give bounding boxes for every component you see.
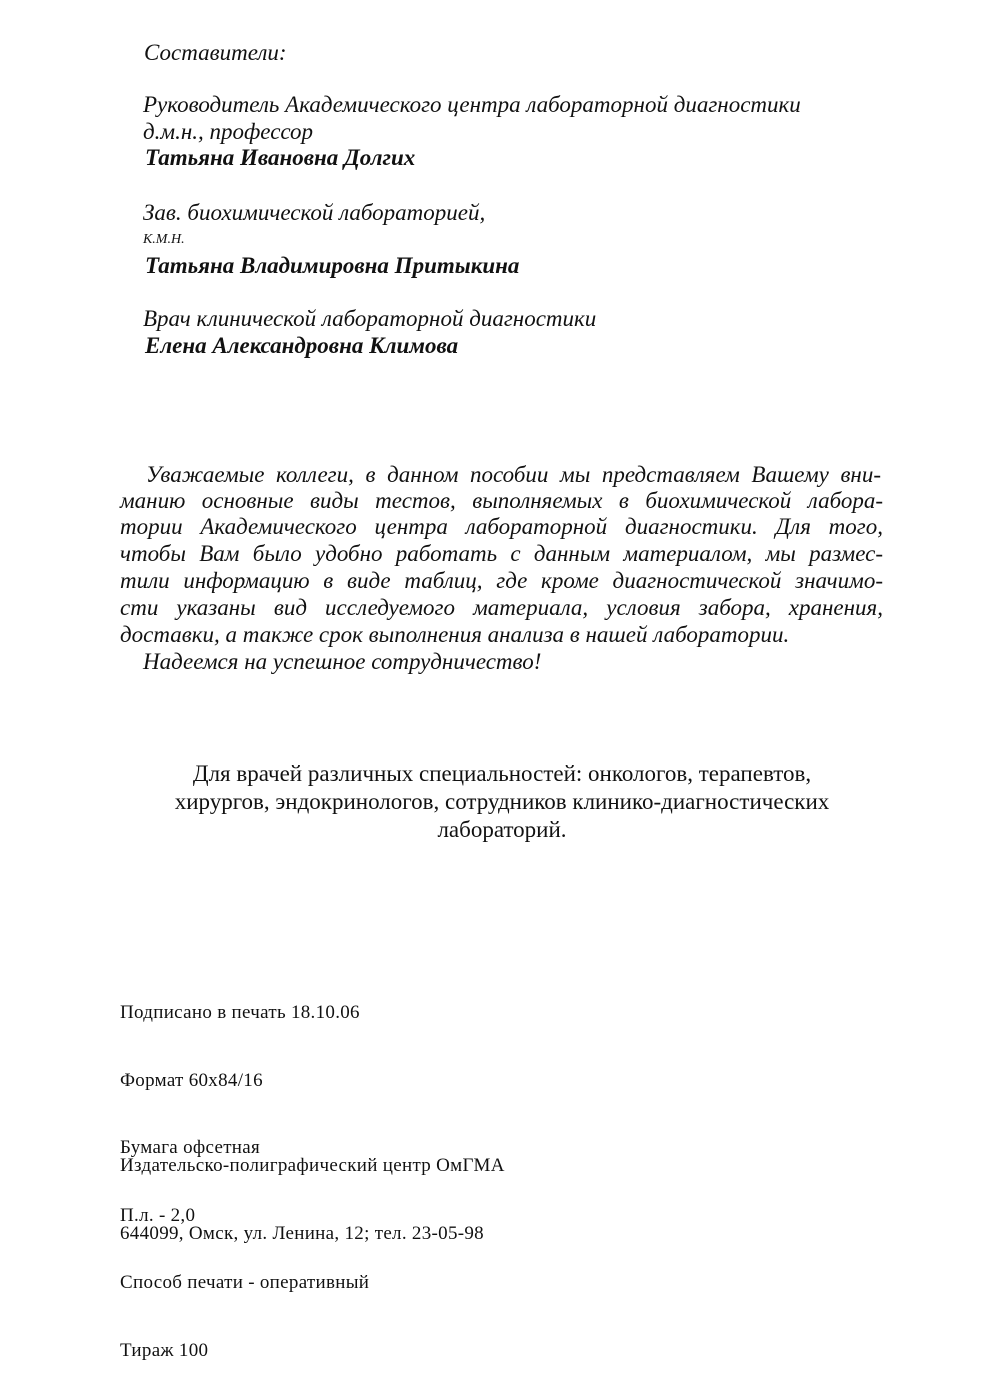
intro-line: тории Академического центра лабораторной диагностики. Для того, — [120, 514, 883, 539]
imprint-format: Формат 60х84/16 — [120, 1069, 263, 1091]
imprint-method: Способ печати - оперативный — [120, 1272, 370, 1293]
audience-line: лабораторий. — [437, 817, 567, 842]
publisher-address: 644099, Омск, ул. Ленина, 12; тел. 23-05-98 — [120, 1222, 484, 1244]
imprint-sheets: П.л. - 2,0 — [120, 1204, 196, 1226]
compiler-3-role: Врач клинической лабораторной диагностики — [143, 306, 597, 331]
compilers-heading: Составители: — [144, 40, 287, 65]
compiler-1-name: Татьяна Ивановна Долгих — [145, 145, 416, 170]
intro-line: сти указаны вид исследуемого материала, условия забора, хранения, — [120, 595, 883, 620]
intro-line: манию основные виды тестов, выполняемых в биохимической лабора- — [120, 488, 883, 513]
publisher-block — [120, 1110, 505, 1268]
intro-line: доставки, а также срок выполнения анализа в нашей лаборатории. — [120, 622, 790, 647]
compiler-2-role: Зав. биохимической лабораторией, — [143, 200, 486, 225]
audience-line: Для врачей различных специальностей: онкологов, терапевтов, — [192, 761, 812, 786]
imprint-paper: Бумага офсетная — [120, 1137, 261, 1158]
intro-line: чтобы Вам было удобно работать с данным материалом, мы размес- — [120, 541, 883, 566]
intro-line: тили информацию в виде таблиц, где кроме диагностической значимо- — [120, 568, 883, 593]
compiler-1-role: Руководитель Академического центра лабораторной диагностики — [143, 92, 801, 117]
compiler-2-degree: К.М.Н. — [143, 232, 185, 247]
publisher-name: Издательско-полиграфический центр ОмГМА — [120, 1155, 505, 1176]
audience-block — [120, 760, 884, 844]
audience-line: хирургов, эндокринологов, сотрудников клинико-диагностических — [174, 789, 830, 814]
imprint-print-run: Тираж 100 — [120, 1339, 209, 1361]
compiler-3-name: Елена Александровна Климова — [145, 333, 459, 358]
intro-closing: Надеемся на успешное сотрудничество! — [143, 649, 542, 674]
imprint-signed: Подписано в печать 18.10.06 — [120, 1002, 360, 1023]
compiler-1-degree: д.м.н., профессор — [143, 119, 314, 144]
compiler-2-name: Татьяна Владимировна Притыкина — [145, 253, 520, 278]
intro-line: Уважаемые коллеги, в данном пособии мы представляем Вашему вни- — [146, 462, 881, 487]
